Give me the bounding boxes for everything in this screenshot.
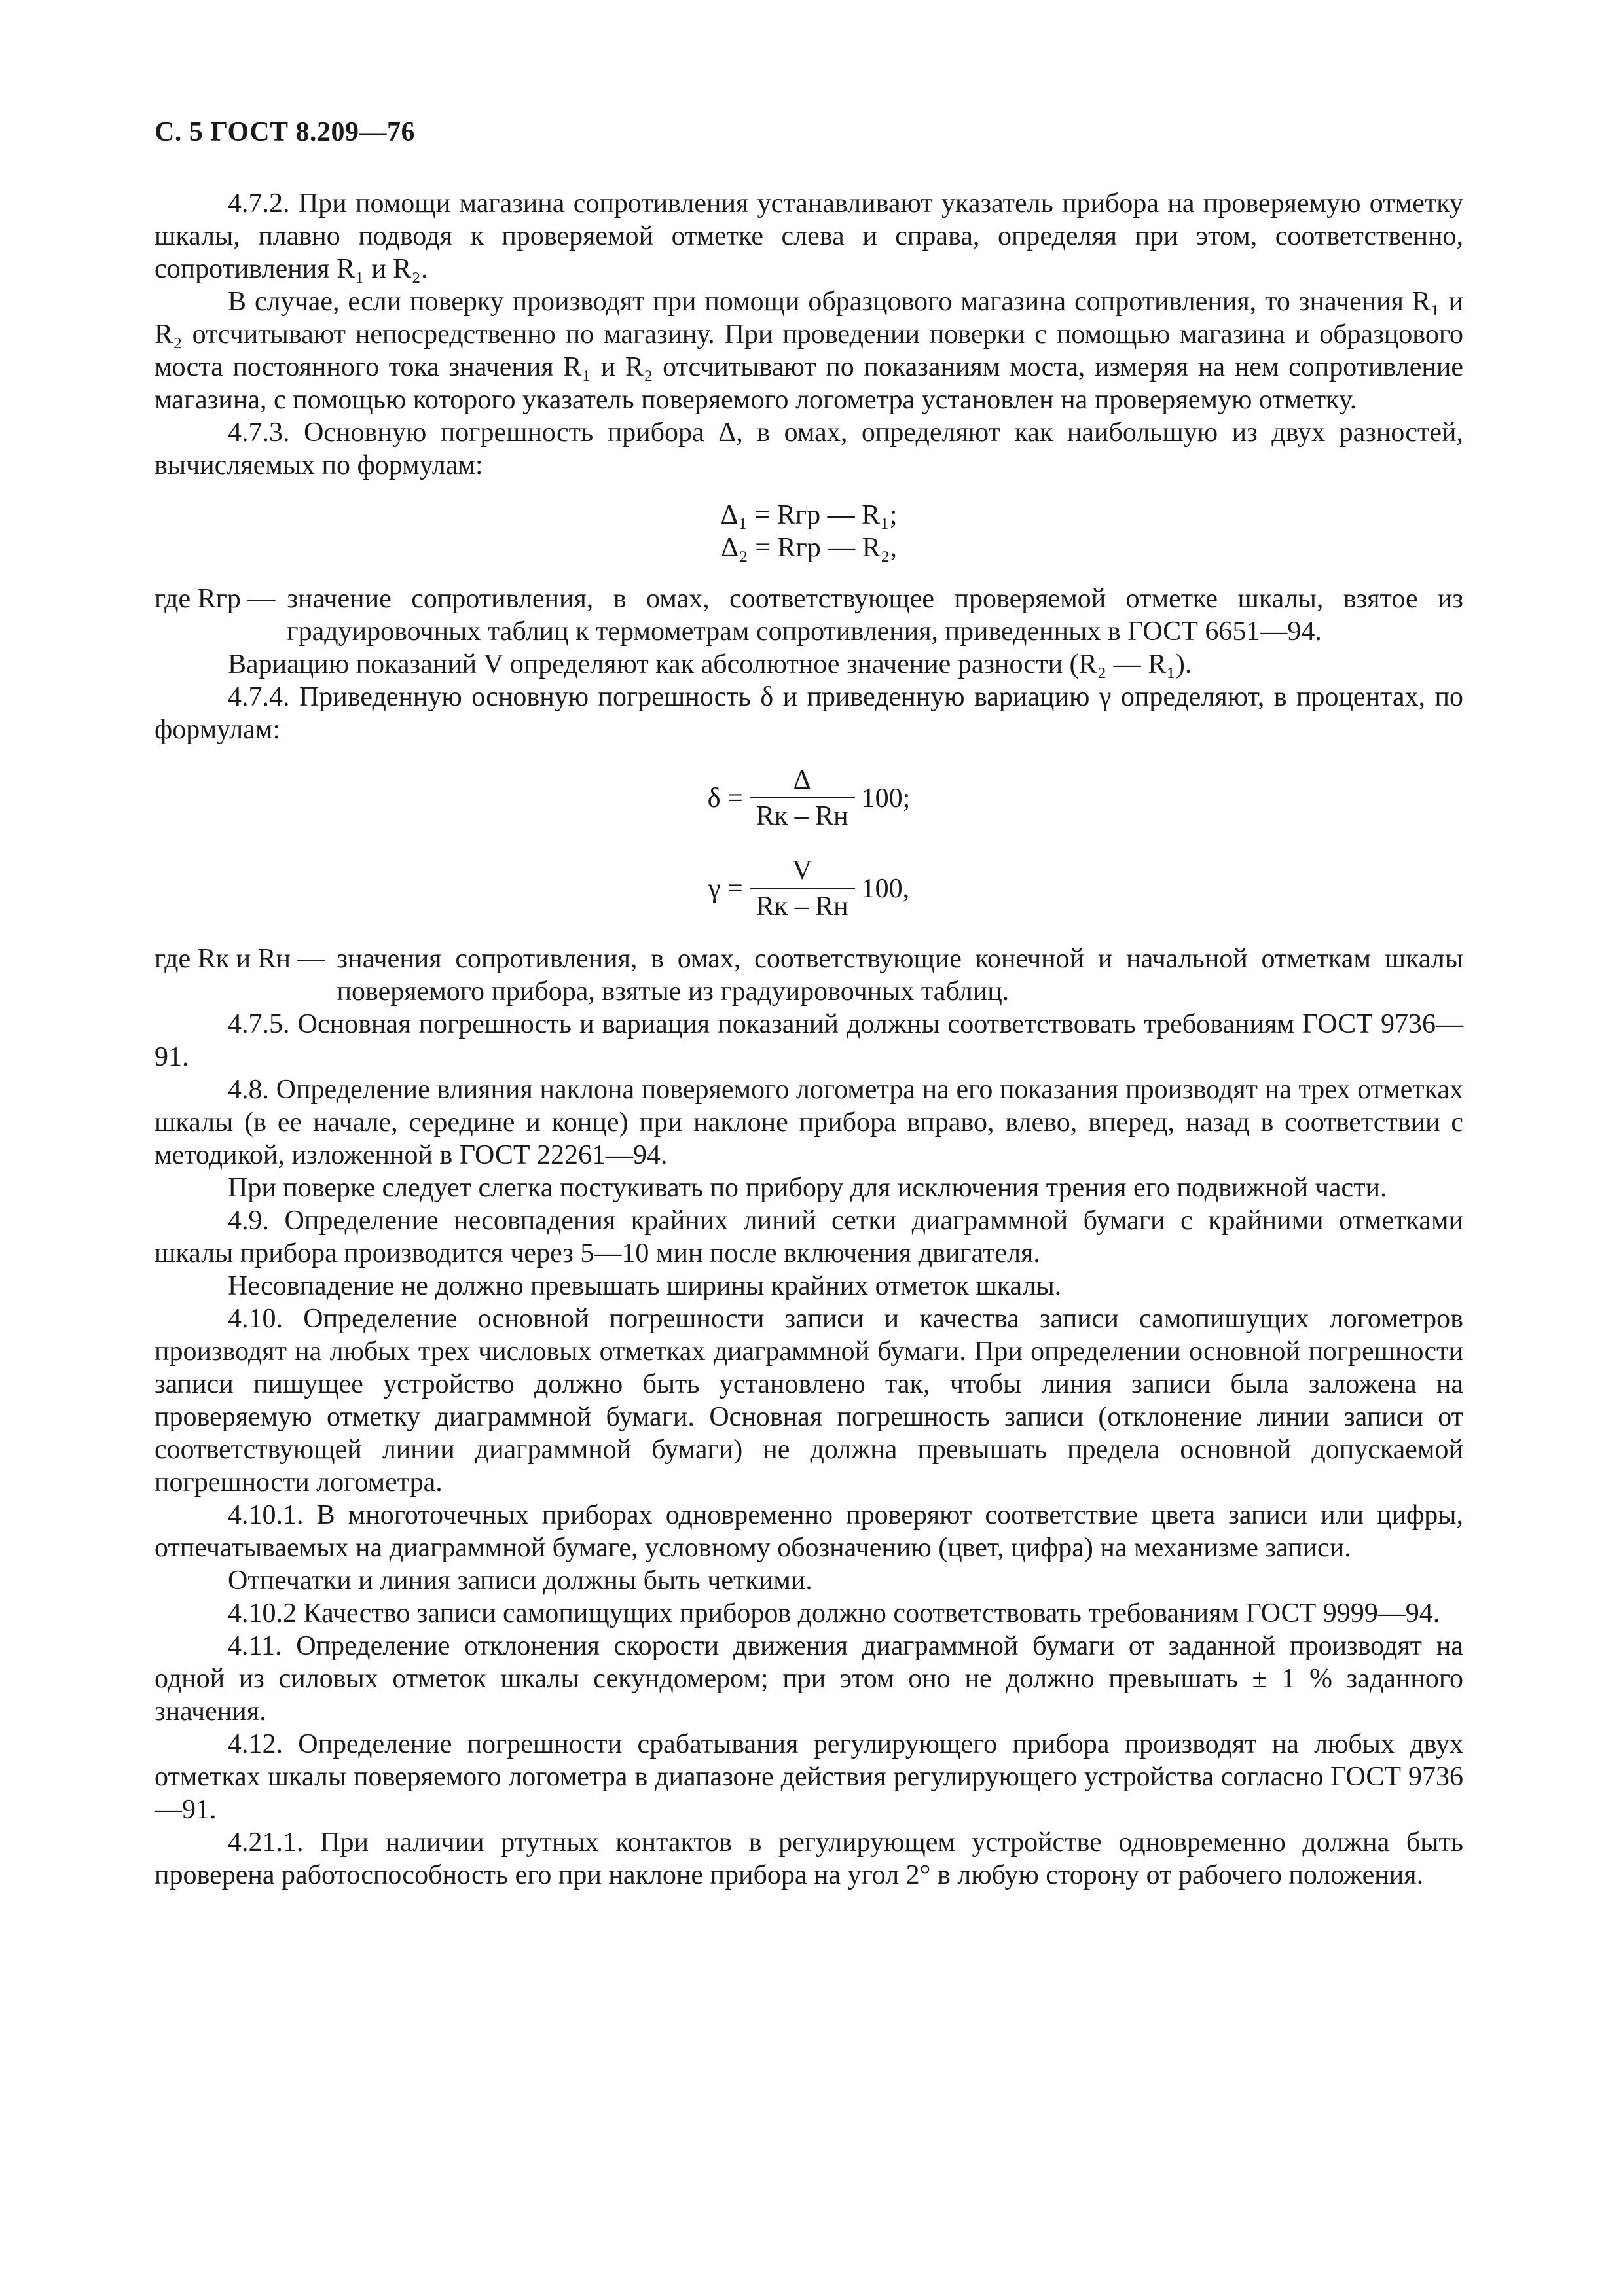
formula-block-fractions xyxy=(155,763,1463,924)
where-block-rk-rn xyxy=(155,942,1463,1008)
paragraph-4-8: 4.8. Определение влияния наклона поверяемого логометра на его показания производят на трех отметках шкалы (в ее начале, середине и конце) при наклоне прибора вправо, влево, вперед, назад в соответствии с методикой, изложенной в ГОСТ 22261—94. xyxy=(155,1075,1463,1170)
paragraph-4-9: 4.9. Определение несовпадения крайних линий сетки диаграммной бумаги с крайними отметками шкалы прибора производится через 5—10 мин после включения двигателя. xyxy=(155,1206,1463,1268)
formula-block-delta xyxy=(155,499,1463,564)
page-header: С. 5 ГОСТ 8.209—76 xyxy=(155,117,416,147)
paragraph-4-11: 4.11. Определение отклонения скорости движения диаграммной бумаги от заданной производят на одной из силовых отметок шкалы секундомером; при этом оно не должно превышать ± 1 % заданного значения. xyxy=(155,1631,1463,1727)
formula-1-lhs: δ = xyxy=(707,783,743,814)
formula-1-fraction xyxy=(750,763,855,834)
paragraph-4-10-2: 4.10.2 Качество записи самопищущих приборов должно соответствовать требованиям ГОСТ 9999—94. xyxy=(228,1598,1440,1628)
formula-2-lhs: γ = xyxy=(708,874,743,904)
paragraph-4-10-1: 4.10.1. В многоточечных приборах одновременно проверяют соответствие цвета записи или цифры, отпечатываемых на диаграммной бумаге, условному обозначению (цвет, цифра) на механизме записи. xyxy=(155,1500,1463,1563)
paragraph-4-8-b: При поверке следует слегка постукивать по прибору для исключения трения его подвижной части. xyxy=(228,1173,1387,1203)
formula-gamma xyxy=(155,853,1463,924)
paragraph-4-7-4: 4.7.4. Приведенную основную погрешность δ и приведенную вариацию γ определяют, в процентах, по формулам: xyxy=(155,682,1463,745)
formula-2-rhs: 100, xyxy=(861,874,910,904)
formula-1-denominator: Rк – Rн xyxy=(750,797,855,834)
paragraph-4-7-2-b: В случае, если поверку производят при помощи образцового магазина сопротивления, то значения R₁ и R₂ отсчитывают непосредственно по магазину. При проведении поверки с помощью магазина и образцового моста постоянного тока значения R₁ и R₂ отсчитывают по показаниям моста, измеряя на нем сопротивление магазина, с помощью которого указатель поверяемого логометра установлен на проверяемую отметку. xyxy=(155,287,1463,415)
where-term-rk-rn: где Rк и Rн — xyxy=(155,944,325,974)
where-def-rk-rn: значения сопротивления, в омах, соответствующие конечной и начальной отметкам шкалы поверяемого прибора, взятые из градуировочных таблиц. xyxy=(337,944,1463,1007)
paragraph-4-7-3: 4.7.3. Основную погрешность прибора Δ, в омах, определяют как наибольшую из двух разностей, вычисляемых по формулам: xyxy=(155,418,1463,480)
formula-delta-2: Δ₂ = Rгр — R₂, xyxy=(721,533,897,563)
paragraph-variation: Вариацию показаний V определяют как абсолютное значение разности (R₂ — R₁). xyxy=(228,649,1192,679)
formula-1-numerator: Δ xyxy=(793,765,811,795)
where-term-rgr: где Rгр — xyxy=(155,584,276,614)
paragraph-4-7-5: 4.7.5. Основная погрешность и вариация показаний должны соответствовать требованиям ГОСТ 9736—91. xyxy=(155,1009,1463,1072)
where-block-rgr xyxy=(155,583,1463,648)
paragraph-4-10: 4.10. Определение основной погрешности записи и качества записи самопишущих логометров производят на любых трех числовых отметках диаграммной бумаги. При определении основной погрешности записи пишущее устройство должно быть установлено так, чтобы линия записи была заложена на проверяемую отметку диаграммной бумаги. Основная погрешность записи (отклонение линии записи от соответствующей линии диаграммной бумаги) не должна превышать предела основной допускаемой погрешности логометра. xyxy=(155,1304,1463,1498)
formula-2-denominator: Rк – Rн xyxy=(750,888,855,924)
formula-2-fraction xyxy=(750,853,855,924)
formula-1-rhs: 100; xyxy=(861,783,911,814)
formula-delta-1: Δ₁ = Rгр — R₁; xyxy=(720,500,898,530)
formula-delta-reduced xyxy=(155,763,1463,834)
paragraph-4-12: 4.12. Определение погрешности срабатывания регулирующего прибора производят на любых двух отметках шкалы поверяемого логометра в диапазоне действия регулирующего устройства согласно ГОСТ 9736—91. xyxy=(155,1729,1463,1825)
formula-2-numerator: V xyxy=(792,855,812,886)
paragraph-4-9-b: Несовпадение не должно превышать ширины крайних отметок шкалы. xyxy=(228,1271,1062,1301)
paragraph-4-21-1: 4.21.1. При наличии ртутных контактов в регулирующем устройстве одновременно должна быть проверена работоспособность его при наклоне прибора на угол 2° в любую сторону от рабочего положения. xyxy=(155,1827,1463,1890)
document-body xyxy=(155,187,1463,1892)
paragraph-4-10-1-b: Отпечатки и линия записи должны быть четкими. xyxy=(228,1566,812,1596)
paragraph-4-7-2: 4.7.2. При помощи магазина сопротивления устанавливают указатель прибора на проверяемую отметку шкалы, плавно подводя к проверяемой отметке слева и справа, определяя при этом, соответственно, сопротивления R₁ и R₂. xyxy=(155,188,1463,284)
where-def-rgr: значение сопротивления, в омах, соответствующее проверяемой отметке шкалы, взятое из градуировочных таблиц к термометрам сопротивления, приведенных в ГОСТ 6651—94. xyxy=(287,584,1463,647)
